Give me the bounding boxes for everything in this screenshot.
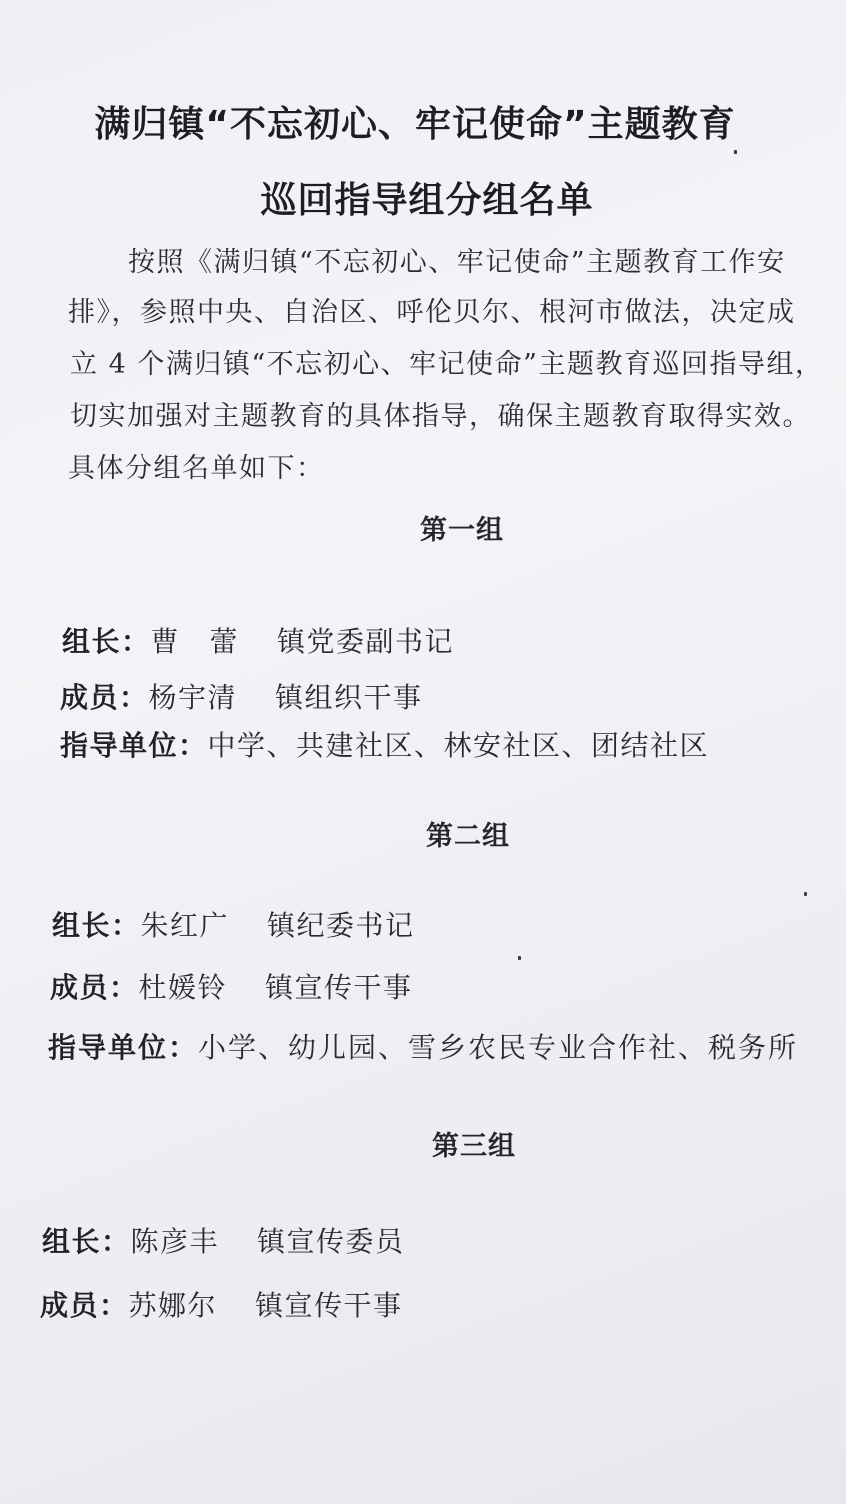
- intro-line-2: 排》，参照中央、自治区、呼伦贝尔、根河市做法，决定成: [68, 297, 796, 328]
- group-1-leader-row: [62, 620, 454, 660]
- leader-name: 陈彦丰: [130, 1225, 220, 1258]
- intro-line-1: 按照《满归镇“不忘初心、牢记使命”主题教育工作安: [128, 247, 786, 278]
- group-2-leader-row: [52, 904, 415, 944]
- member-name: 苏娜尔: [128, 1289, 218, 1322]
- member-label: 成员：: [50, 971, 139, 1004]
- leader-label: 组长：: [52, 909, 141, 942]
- group-3-title: 第三组: [432, 1131, 516, 1162]
- intro-line-4: 切实加强对主题教育的具体指导，确保主题教育取得实效。: [70, 401, 811, 432]
- group-1-title: 第一组: [420, 515, 504, 546]
- intro-line-3: 立 4 个满归镇“不忘初心、牢记使命”主题教育巡回指导组，: [70, 349, 824, 380]
- leader-name: 朱红广: [140, 909, 230, 942]
- document-title-line1: 满归镇“不忘初心、牢记使命”主题教育: [94, 104, 736, 145]
- group-3-member-row: [40, 1284, 403, 1324]
- member-role: 镇组织干事: [275, 681, 423, 714]
- leader-role: 镇宣传委员: [257, 1225, 405, 1258]
- paper-speck: [518, 956, 521, 960]
- units-label: 指导单位：: [48, 1031, 199, 1064]
- group-1-member-row: [60, 676, 423, 716]
- units-label: 指导单位：: [60, 729, 208, 762]
- units-list: 中学、共建社区、林安社区、团结社区: [207, 729, 710, 762]
- group-2-units-row: [48, 1026, 798, 1066]
- intro-line-5: 具体分组名单如下：: [68, 453, 325, 484]
- member-label: 成员：: [40, 1289, 129, 1322]
- leader-role: 镇纪委书记: [267, 909, 415, 942]
- paper-speck: [734, 150, 737, 154]
- leader-label: 组长：: [62, 625, 151, 658]
- document-title-line2: 巡回指导组分组名单: [260, 180, 594, 221]
- leader-label: 组长：: [42, 1225, 131, 1258]
- member-name: 杨宇清: [148, 681, 238, 714]
- group-3-leader-row: [42, 1220, 405, 1260]
- member-role: 镇宣传干事: [265, 971, 413, 1004]
- group-2-title: 第二组: [426, 821, 510, 852]
- paper-speck: [804, 892, 807, 896]
- leader-role: 镇党委副书记: [277, 625, 455, 658]
- member-name: 杜媛铃: [138, 971, 228, 1004]
- member-role: 镇宣传干事: [255, 1289, 403, 1322]
- group-2-member-row: [50, 966, 413, 1006]
- leader-name: 曹 蕾: [150, 625, 240, 658]
- units-list: 小学、幼儿园、雪乡农民专业合作社、税务所: [198, 1031, 799, 1064]
- group-1-units-row: [60, 724, 709, 764]
- member-label: 成员：: [60, 681, 149, 714]
